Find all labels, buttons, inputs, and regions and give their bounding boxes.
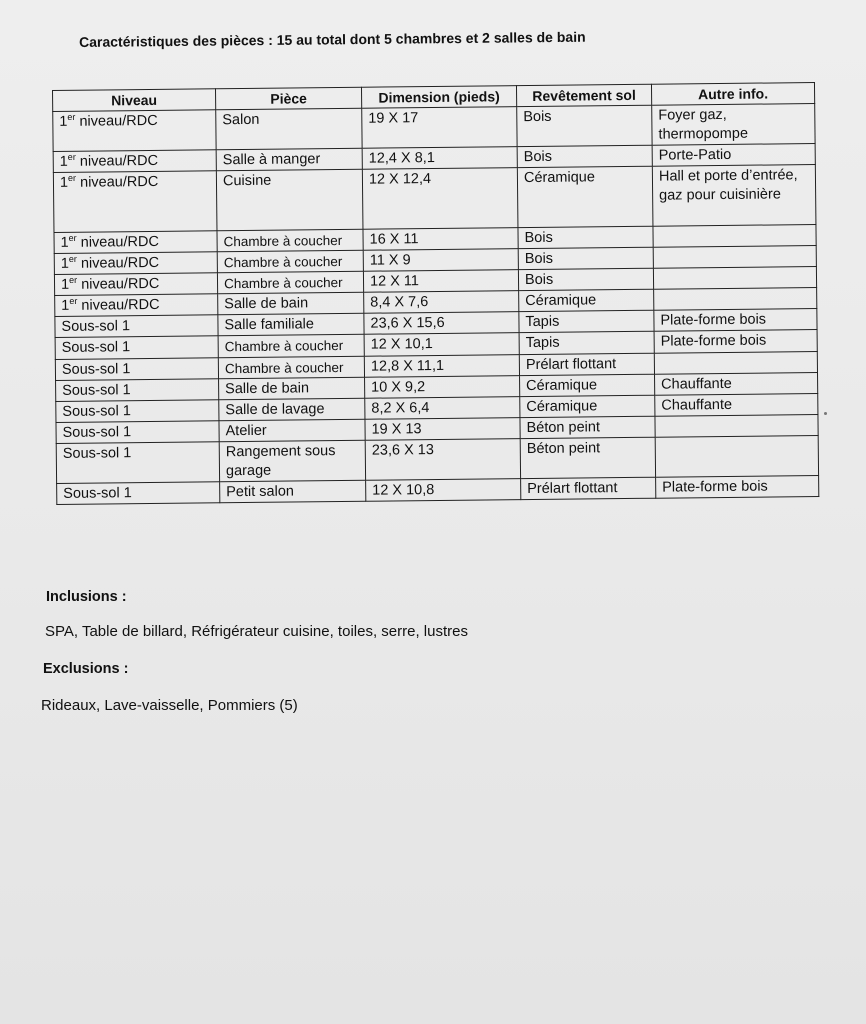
niveau-rest: niveau/RDC xyxy=(77,296,160,314)
cell-autre-info: Chauffante xyxy=(655,372,818,395)
cell-autre-info xyxy=(654,352,817,375)
cell-revetement: Bois xyxy=(517,145,652,167)
cell-piece: Chambre à coucher xyxy=(217,250,363,273)
cell-niveau xyxy=(54,231,217,254)
cell-autre-info: Foyer gaz, thermopompe xyxy=(652,104,815,146)
cell-revetement: Céramique xyxy=(520,395,655,417)
header-autre-info: Autre info. xyxy=(651,83,814,106)
cell-niveau xyxy=(55,294,218,317)
niveau-ordinal: er xyxy=(67,111,76,123)
cell-niveau xyxy=(57,482,220,505)
header-piece: Pièce xyxy=(215,87,361,110)
cell-dimension: 12,4 X 8,1 xyxy=(362,147,517,170)
niveau-ordinal: er xyxy=(67,172,77,184)
niveau-base: Sous-sol 1 xyxy=(62,382,131,399)
niveau-rest: niveau/RDC xyxy=(77,275,160,293)
cell-niveau xyxy=(53,150,216,173)
cell-revetement: Tapis xyxy=(519,331,654,354)
cell-niveau xyxy=(55,336,218,360)
cell-dimension: 12 X 11 xyxy=(363,270,518,293)
cell-piece: Petit salon xyxy=(220,480,366,503)
cell-niveau xyxy=(55,358,218,381)
cell-dimension: 10 X 9,2 xyxy=(365,376,520,399)
cell-autre-info xyxy=(653,267,816,290)
cell-revetement: Bois xyxy=(518,247,653,269)
niveau-base: 1 xyxy=(60,276,70,293)
cell-autre-info: Hall et porte d’entrée, gaz pour cuisinière xyxy=(652,165,816,227)
niveau-base: 1 xyxy=(59,113,68,130)
cell-niveau xyxy=(56,400,219,423)
niveau-ordinal: er xyxy=(68,253,77,265)
cell-revetement: Prélart flottant xyxy=(521,477,656,499)
cell-piece: Salle de bain xyxy=(218,292,364,315)
niveau-base: Sous-sol 1 xyxy=(62,403,131,420)
cell-niveau xyxy=(54,273,217,296)
header-niveau: Niveau xyxy=(53,89,216,112)
niveau-rest: niveau/RDC xyxy=(75,112,158,130)
niveau-base: Sous-sol 1 xyxy=(63,485,132,502)
cell-niveau xyxy=(54,252,217,275)
rooms-table-wrapper xyxy=(52,82,818,505)
cell-autre-info xyxy=(654,288,817,311)
cell-piece: Salle familiale xyxy=(218,313,364,336)
table-body xyxy=(53,104,819,505)
cell-piece: Chambre à coucher xyxy=(217,271,363,294)
cell-autre-info xyxy=(655,414,818,437)
cell-autre-info: Porte-Patio xyxy=(652,144,815,167)
cell-autre-info xyxy=(653,246,816,269)
cell-piece: Chambre à coucher xyxy=(218,356,364,379)
cell-piece: Rangement sous garage xyxy=(219,440,365,482)
cell-revetement: Béton peint xyxy=(520,437,655,478)
cell-piece: Atelier xyxy=(219,419,365,442)
cell-piece: Salon xyxy=(216,108,362,150)
cell-revetement: Béton peint xyxy=(520,416,655,438)
cell-dimension: 12,8 X 11,1 xyxy=(364,355,519,378)
cell-revetement: Bois xyxy=(517,105,652,146)
header-dimension: Dimension (pieds) xyxy=(361,86,516,109)
cell-revetement: Tapis xyxy=(519,310,654,332)
page-title: Caractéristiques des pièces : 15 au total dont 5 chambres et 2 salles de bain xyxy=(79,28,586,50)
rooms-table xyxy=(52,82,819,505)
cell-revetement: Prélart flottant xyxy=(519,353,654,375)
cell-revetement: Céramique xyxy=(517,166,653,227)
niveau-ordinal: er xyxy=(69,274,78,286)
cell-dimension: 19 X 17 xyxy=(362,107,517,149)
cell-dimension: 8,4 X 7,6 xyxy=(364,291,519,314)
niveau-base: 1 xyxy=(59,153,68,170)
cell-niveau xyxy=(56,379,219,402)
niveau-base: Sous-sol 1 xyxy=(62,445,132,462)
exclusions-label: Exclusions : xyxy=(43,661,129,677)
exclusions-text: Rideaux, Lave-vaisselle, Pommiers (5) xyxy=(41,697,298,714)
cell-piece: Salle de bain xyxy=(219,377,365,400)
cell-piece: Chambre à coucher xyxy=(217,229,363,252)
table-row xyxy=(53,165,816,233)
niveau-base: 1 xyxy=(61,297,70,314)
niveau-ordinal: er xyxy=(67,151,76,163)
cell-revetement: Céramique xyxy=(520,374,655,396)
niveau-base: Sous-sol 1 xyxy=(62,424,132,441)
cell-niveau xyxy=(55,315,218,338)
cell-revetement: Céramique xyxy=(519,289,654,311)
cell-dimension: 23,6 X 13 xyxy=(365,439,520,481)
cell-autre-info: Plate-forme bois xyxy=(656,475,819,498)
niveau-rest: niveau/RDC xyxy=(75,152,159,170)
cell-dimension: 19 X 13 xyxy=(365,418,520,441)
cell-revetement: Bois xyxy=(518,268,653,290)
niveau-base: 1 xyxy=(59,174,69,191)
cell-piece: Salle de lavage xyxy=(219,398,365,421)
cell-dimension: 12 X 10,1 xyxy=(364,333,519,357)
niveau-base: Sous-sol 1 xyxy=(61,339,131,356)
inclusions-text: SPA, Table de billard, Réfrigérateur cuisine, toiles, serre, lustres xyxy=(45,623,468,640)
header-revetement: Revêtement sol xyxy=(516,84,651,106)
niveau-ordinal: er xyxy=(68,232,77,244)
cell-dimension: 16 X 11 xyxy=(363,228,518,251)
cell-autre-info: Plate-forme bois xyxy=(654,309,817,332)
scan-speck xyxy=(824,412,827,415)
cell-dimension: 11 X 9 xyxy=(363,249,518,272)
cell-autre-info: Chauffante xyxy=(655,393,818,416)
cell-dimension: 12 X 10,8 xyxy=(366,479,521,502)
cell-piece: Salle à manger xyxy=(216,148,362,171)
cell-niveau xyxy=(56,421,219,444)
niveau-rest: niveau/RDC xyxy=(76,254,160,272)
cell-autre-info: Plate-forme bois xyxy=(654,330,817,354)
niveau-ordinal: er xyxy=(69,295,78,307)
cell-revetement: Bois xyxy=(518,226,653,248)
niveau-base: Sous-sol 1 xyxy=(61,361,131,378)
cell-dimension: 8,2 X 6,4 xyxy=(365,397,520,420)
cell-dimension: 23,6 X 15,6 xyxy=(364,312,519,335)
niveau-rest: niveau/RDC xyxy=(75,173,159,191)
cell-dimension: 12 X 12,4 xyxy=(362,168,518,230)
inclusions-label: Inclusions : xyxy=(46,589,127,605)
cell-niveau xyxy=(56,442,219,484)
niveau-base: 1 xyxy=(60,234,69,251)
niveau-base: 1 xyxy=(60,255,69,272)
cell-piece: Cuisine xyxy=(216,169,363,231)
cell-niveau xyxy=(53,171,217,233)
cell-niveau xyxy=(53,110,216,152)
cell-piece: Chambre à coucher xyxy=(218,334,364,358)
niveau-rest: niveau/RDC xyxy=(76,233,159,251)
niveau-base: Sous-sol 1 xyxy=(61,318,131,335)
cell-autre-info xyxy=(653,225,816,248)
cell-autre-info xyxy=(655,435,818,477)
